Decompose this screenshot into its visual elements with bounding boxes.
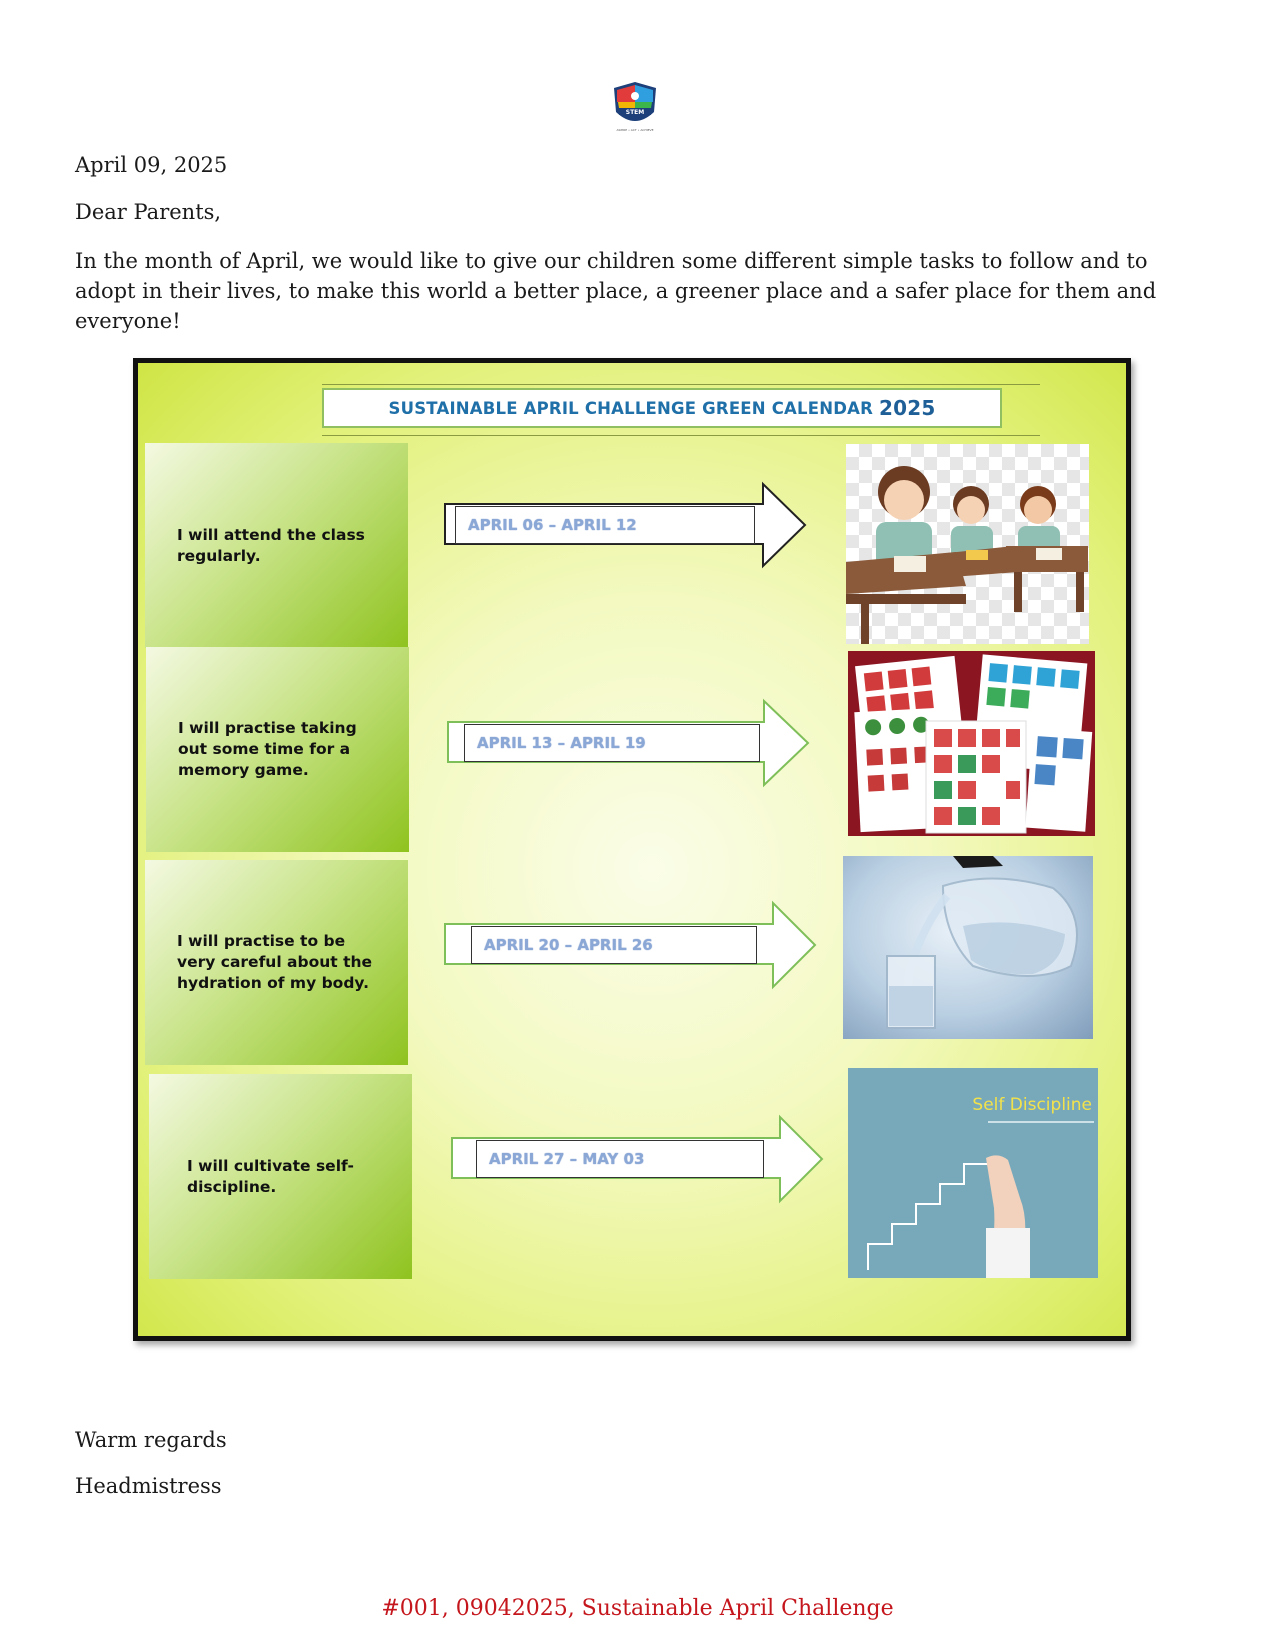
footer-reference: #001, 09042025, Sustainable April Challenge xyxy=(381,1596,894,1621)
calendar-title-banner xyxy=(322,384,1040,436)
memory-game-cards-icon xyxy=(848,651,1095,836)
task-text-1: I will attend the class regularly. xyxy=(177,525,365,565)
task-text-4: I will cultivate self-discipline. xyxy=(187,1156,354,1196)
task-card-4 xyxy=(149,1074,412,1279)
task-card-2 xyxy=(146,647,409,852)
task-text-3: I will practise to be very careful about the hydration of my body. xyxy=(177,932,373,992)
logo-text: STEM xyxy=(625,109,645,116)
self-discipline-caption: Self Discipline xyxy=(972,1095,1092,1115)
school-logo xyxy=(608,78,662,134)
calendar-title xyxy=(322,388,1002,428)
date-label-2: APRIL 13 – APRIL 19 xyxy=(464,724,760,762)
calendar-year: 2025 xyxy=(878,396,936,420)
date-label-1: APRIL 06 – APRIL 12 xyxy=(455,506,755,544)
date-label-3: APRIL 20 – APRIL 26 xyxy=(471,926,757,964)
date-arrow-2 xyxy=(446,698,826,788)
letter-date: April 09, 2025 xyxy=(75,153,228,177)
date-arrow-1 xyxy=(443,480,823,570)
letter-greeting: Dear Parents, xyxy=(75,200,222,224)
letter-closing: Warm regards xyxy=(75,1428,227,1452)
water-jug-glass-icon xyxy=(843,856,1093,1039)
task-text-2: I will practise taking out some time for a memory game. xyxy=(178,719,357,779)
letter-intro: In the month of April, we would like to give our children some different simple tasks to follow and to adopt in their lives, to make this world a better place, a greener place and a safer place for them and everyone! xyxy=(75,249,1157,333)
date-label-4: APRIL 27 – MAY 03 xyxy=(476,1140,764,1178)
letter-signature: Headmistress xyxy=(75,1474,222,1498)
logo-tagline: ASPIRE • ACT • ACHIEVE xyxy=(616,128,654,132)
self-discipline-stairs-icon xyxy=(848,1068,1098,1278)
date-arrow-3 xyxy=(443,900,823,990)
classroom-students-icon xyxy=(846,444,1089,644)
task-card-3 xyxy=(145,860,408,1065)
green-calendar-poster xyxy=(133,358,1131,1341)
task-card-1 xyxy=(145,443,408,648)
date-arrow-4 xyxy=(450,1114,830,1204)
calendar-title-text: SUSTAINABLE APRIL CHALLENGE GREEN CALENDAR xyxy=(388,398,873,418)
